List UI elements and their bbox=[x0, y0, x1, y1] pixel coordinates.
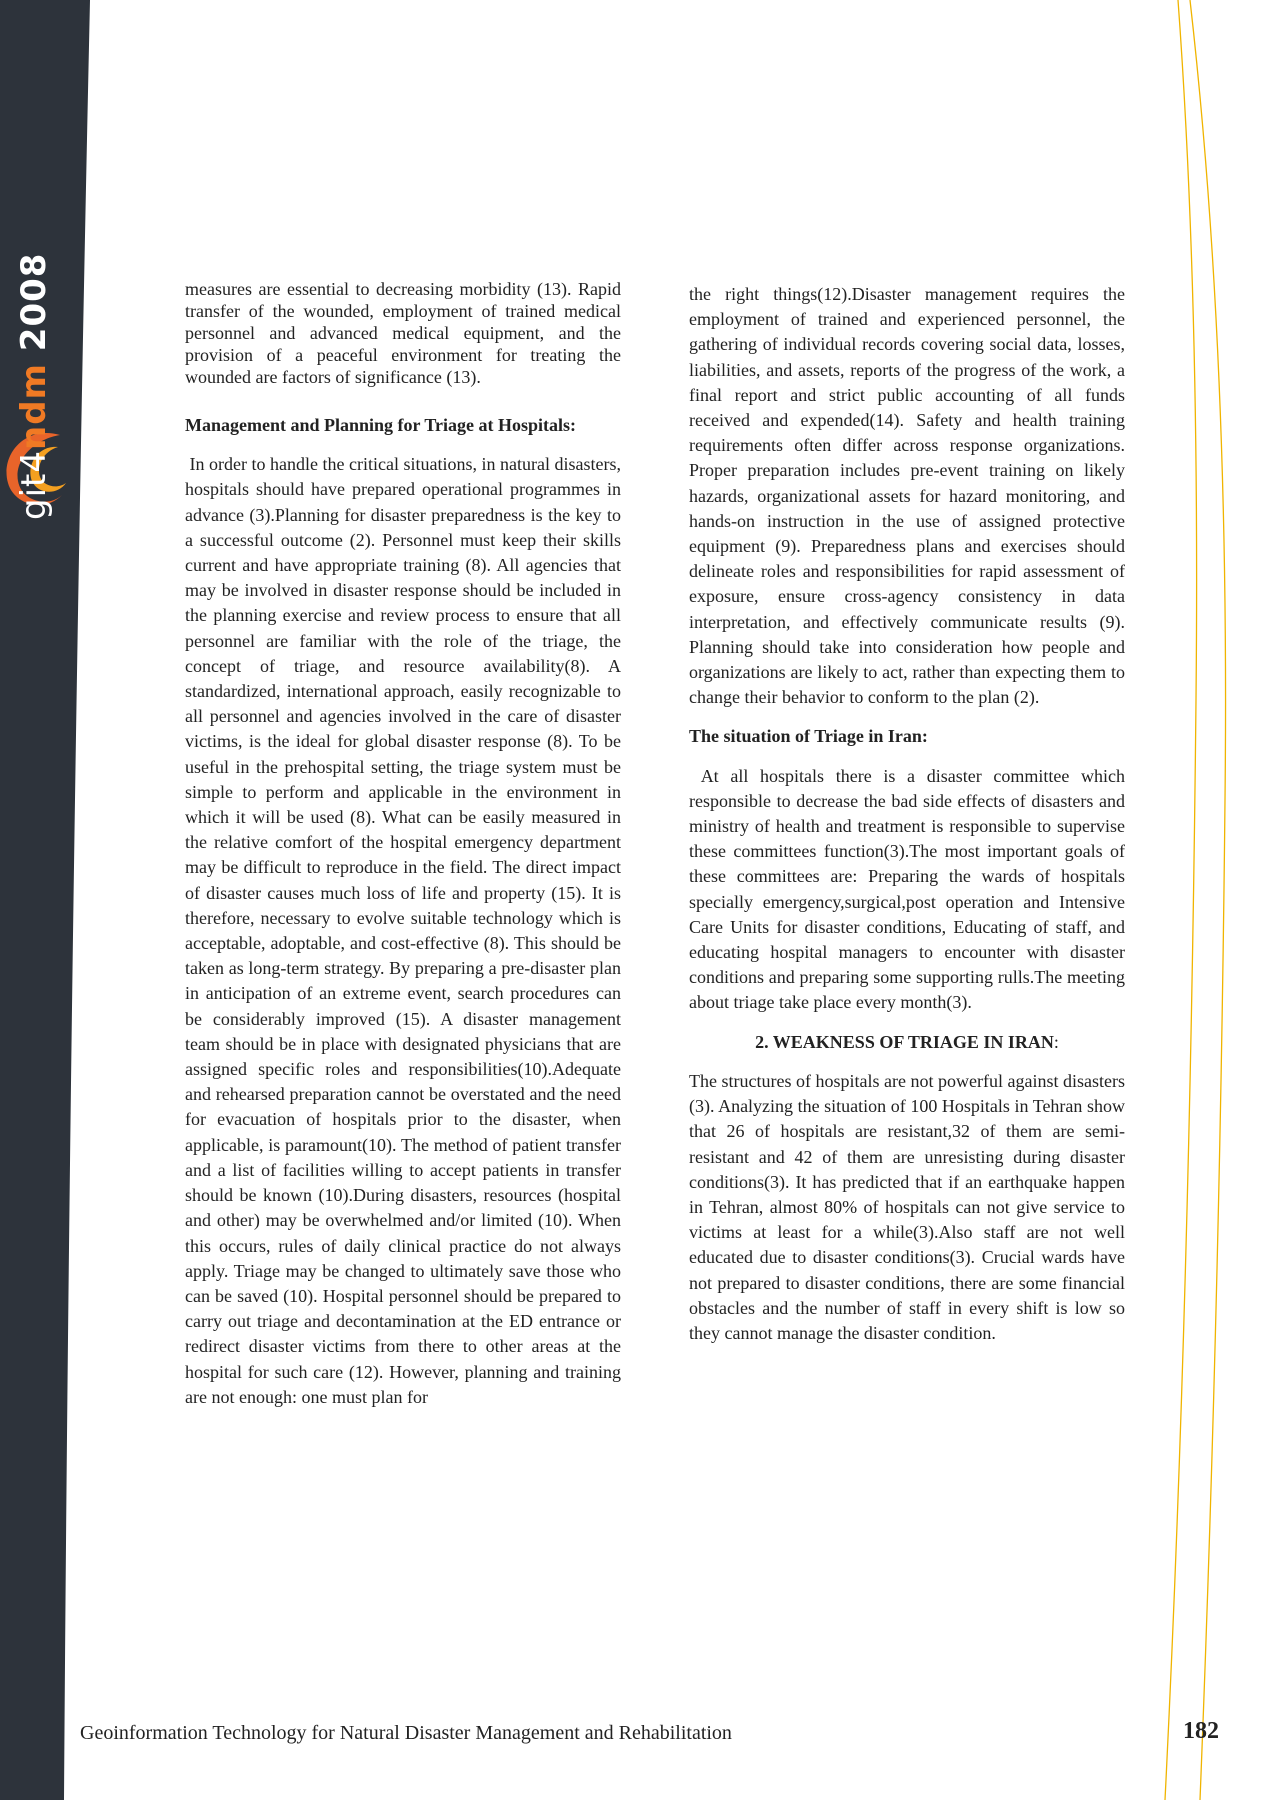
right-column bbox=[689, 282, 1130, 1346]
footer-title: Geoinformation Technology for Natural Disaster Management and Rehabilitation bbox=[80, 1722, 732, 1744]
section-heading: 2. WEAKNESS OF TRIAGE IN IRAN: bbox=[755, 1031, 1059, 1052]
body-paragraph: In order to handle the critical situations, in natural disasters, hospitals should have prepared operational programmes in advance (3).Planning for disaster preparedness is the key to a successful outcome (2). Personnel must keep their skills current and have appropriate training (8). All agencies that may be involved in disaster response should be included in the planning exercise and review process to ensure that all personnel are familiar with the role of the triage, the concept of triage, and resource availability(8). A standardized, international approach, easily recognizable to all personnel and agencies involved in the care of disaster victims, is the ideal for global disaster response (8). To be useful in the prehospital setting, the triage system must be simple to perform and applicable in the environment in which it will be used (8). What can be easily measured in the relative comfort of the hospital emergency department may be difficult to reproduce in the field. The direct impact of disaster causes much loss of life and property (15). It is therefore, necessary to evolve suitable technology which is acceptable, adoptable, and cost-effective (8). This should be taken as long-term strategy. By preparing a pre-disaster plan in anticipation of an extreme event, search procedures can be considerably improved (15). A disaster management team should be in place with designated physicians that are assigned specific roles and responsibilities(10).Adequate and rehearsed preparation cannot be overstated and the need for evacuation of hospitals prior to the disaster, when applicable, is paramount(10). The method of patient transfer and a list of facilities willing to accept patients in transfer should be known (10).During disasters, resources (hospital and other) may be overwhelmed and/or limited (10). When this occurs, rules of daily clinical practice do not always apply. Triage may be changed to ultimately save those who can be saved (10). Hospital personnel should be prepared to carry out triage and decontamination at the ED entrance or redirect disaster victims from there to other areas at the hospital for such care (12). However, planning and training are not enough: one must plan for bbox=[185, 454, 626, 1407]
intro-paragraph: measures are essential to decreasing morbidity (13). Rapid transfer of the wounded, employment of trained medical personnel and advanced medical equipment, and the provision of a peaceful environment for treating the wounded are factors of significance (13). bbox=[185, 279, 621, 387]
section-heading: The situation of Triage in Iran: bbox=[689, 726, 928, 747]
intro-paragraph: the right things(12).Disaster management requires the employment of trained and experienced personnel, the gathering of individual records covering social data, losses, liabilities, and assets, reports of the progress of the work, a final report and strict public accounting of all funds received and expended(14). Safety and health training requirements often differ across response organizations. Proper preparation includes pre-event training on likely hazards, organizational assets for hazard monitoring, and hands-on instruction in the use of assigned protective equipment (9). Preparedness plans and exercises should delineate roles and responsibilities for rapid assessment of exposure, ensure cross-agency consistency in data interpretation, and effectively communicate results (9). Planning should take into consideration how people and organizations are likely to act, rather than expecting them to change their behavior to conform to the plan (2). bbox=[689, 284, 1125, 708]
left-column bbox=[185, 278, 626, 1410]
section-heading: Management and Planning for Triage at Hospitals: bbox=[185, 415, 577, 435]
decorative-line bbox=[1190, 0, 1226, 1800]
page-number: 182 bbox=[1183, 1718, 1219, 1744]
body-paragraph: At all hospitals there is a disaster committee which responsible to decrease the bad side effects of disasters and ministry of health and treatment is responsible to supervise these committees function(3).The most important goals of these committees are: Preparing the wards of hospitals specially emergency,surgical,post operation and Intensive Care Units for disaster conditions, Educating of staff, and educating hospital managers to encounter with disaster conditions and preparing some supporting rulls.The meeting about triage take place every month(3). bbox=[689, 765, 1130, 1013]
decorative-line bbox=[1165, 0, 1197, 1800]
body-paragraph: The structures of hospitals are not powerful against disasters (3). Analyzing the situation of 100 Hospitals in Tehran show that 26 of hospitals are resistant,32 of them are semi-resistant and 42 of them are unresisting during disaster conditions(3). It has predicted that if an earthquake happen in Tehran, almost 80% of hospitals can not give service to victims at least for a while(3).Also staff are not well educated due to disaster conditions(3). Crucial wards have not prepared to disaster conditions, there are some financial obstacles and the number of staff in every shift is low so they cannot manage the disaster condition. bbox=[689, 1070, 1125, 1343]
brand-logo-text: git4ndm 2008 bbox=[14, 252, 54, 520]
